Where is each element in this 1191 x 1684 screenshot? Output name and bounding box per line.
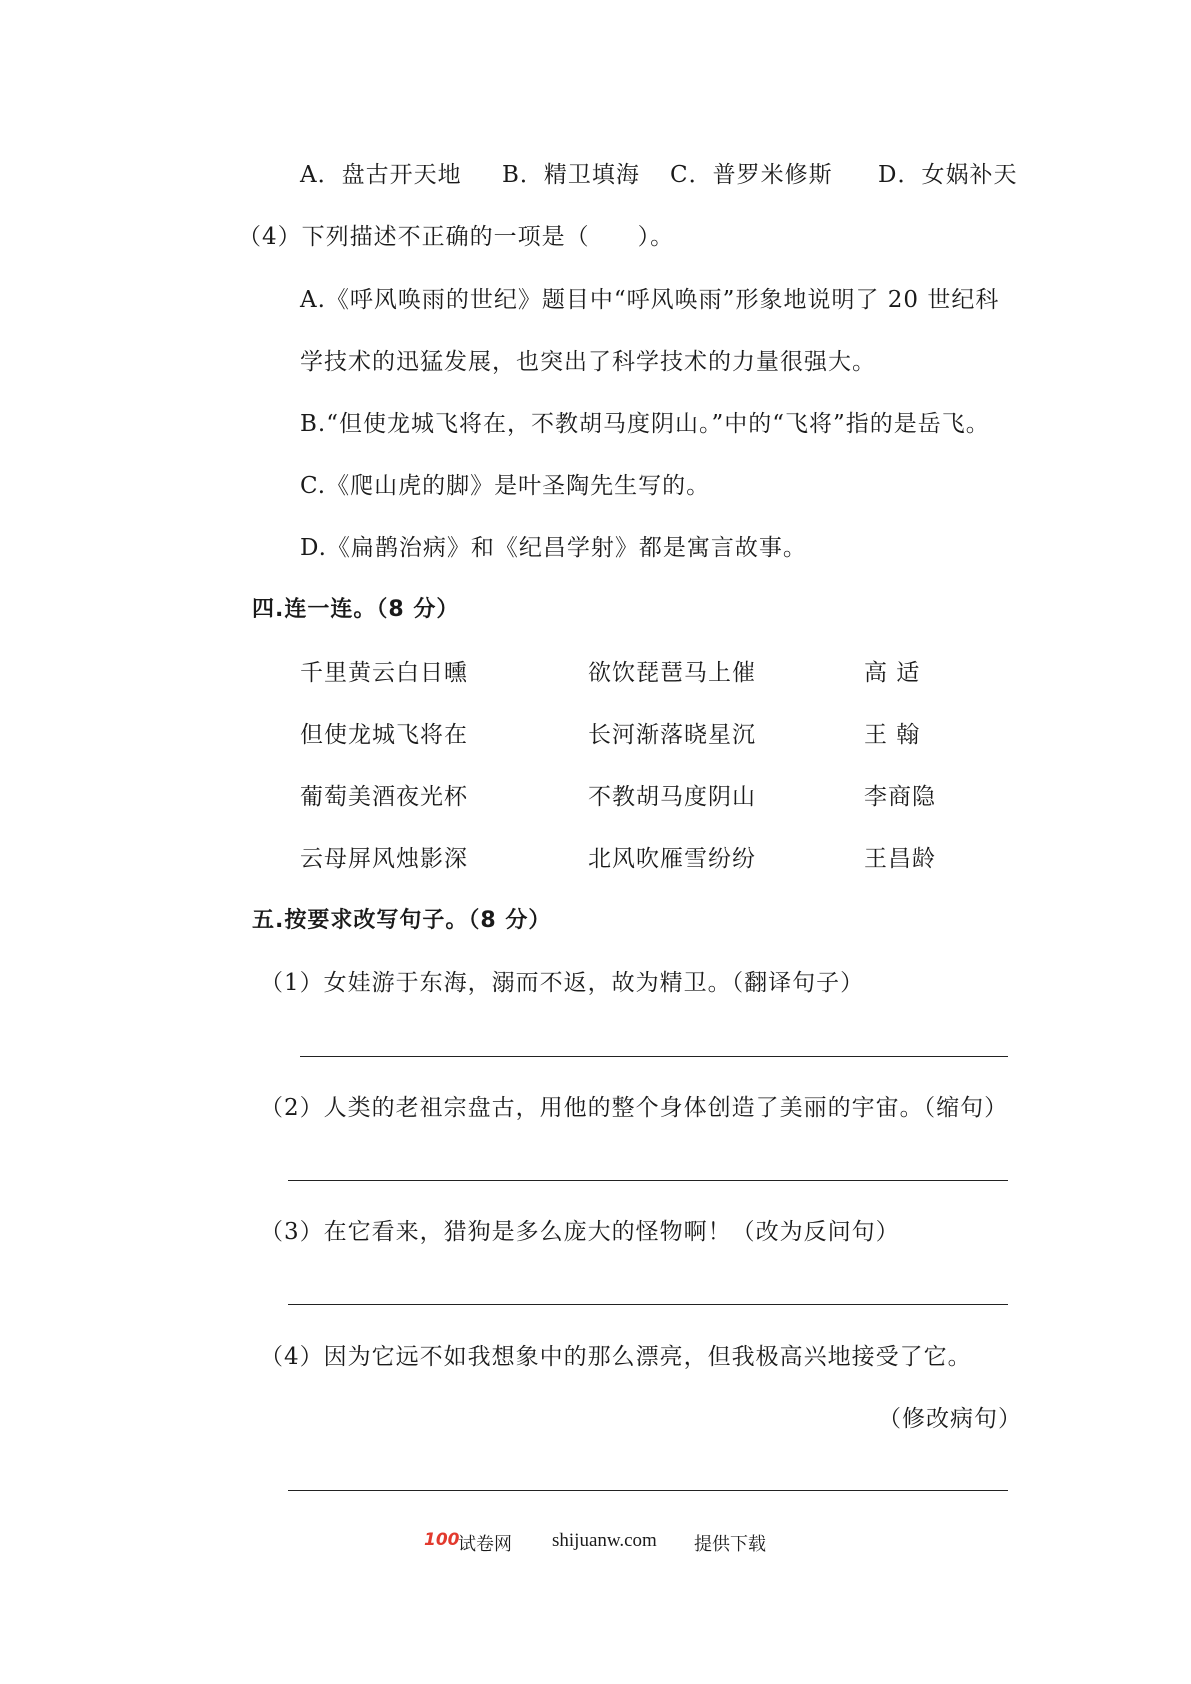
question-4-option-c: C.《爬山虎的脚》是叶圣陶先生写的。	[300, 473, 711, 499]
section-5-title: 五.按要求改写句子。（8 分）	[252, 908, 552, 933]
question-4-stem: （4）下列描述不正确的一项是（ ）。	[238, 224, 675, 250]
option-b: B．精卫填海	[502, 162, 640, 188]
match-col3-item: 王昌龄	[864, 846, 936, 872]
match-col1-item: 但使龙城飞将在	[300, 722, 468, 748]
rewrite-question-4-note: （修改病句）	[878, 1406, 1022, 1432]
site-logo: 100	[424, 1530, 460, 1550]
match-col1-item: 云母屏风烛影深	[300, 846, 468, 872]
match-col1-item: 葡萄美酒夜光杯	[300, 784, 468, 810]
footer-brand: 试卷网	[458, 1534, 512, 1555]
rewrite-question-2: （2）人类的老祖宗盘古，用他的整个身体创造了美丽的宇宙。（缩句）	[260, 1095, 1009, 1121]
option-d: D．女娲补天	[878, 162, 1018, 188]
match-col3-item: 李商隐	[864, 784, 936, 810]
match-col3-item: 王 翰	[864, 722, 921, 748]
rewrite-question-4: （4）因为它远不如我想象中的那么漂亮，但我极高兴地接受了它。	[260, 1344, 972, 1370]
rewrite-question-1: （1）女娃游于东海，溺而不返，故为精卫。（翻译句子）	[260, 970, 865, 996]
match-col3-item: 高 适	[864, 660, 921, 686]
answer-line-2[interactable]	[288, 1180, 1008, 1181]
option-a: A．盘古开天地	[300, 162, 462, 188]
match-col2-item: 长河渐落晓星沉	[588, 722, 756, 748]
answer-line-4[interactable]	[288, 1490, 1008, 1491]
footer-site[interactable]: shijuanw.com	[552, 1530, 657, 1551]
question-4-option-a-line2: 学技术的迅猛发展，也突出了科学技术的力量很强大。	[300, 349, 876, 375]
section-4-title: 四.连一连。（8 分）	[252, 597, 460, 622]
answer-line-3[interactable]	[288, 1304, 1008, 1305]
match-col2-item: 欲饮琵琶马上催	[588, 660, 756, 686]
match-col2-item: 不教胡马度阴山	[588, 784, 756, 810]
footer-tail: 提供下载	[694, 1534, 766, 1555]
answer-line-1[interactable]	[300, 1056, 1008, 1057]
question-4-option-d: D.《扁鹊治病》和《纪昌学射》都是寓言故事。	[300, 535, 807, 561]
rewrite-question-3: （3）在它看来，猎狗是多么庞大的怪物啊！（改为反问句）	[260, 1219, 900, 1245]
question-4-option-a-line1: A.《呼风唤雨的世纪》题目中“呼风唤雨”形象地说明了 20 世纪科	[300, 287, 1000, 313]
match-col2-item: 北风吹雁雪纷纷	[588, 846, 756, 872]
question-4-option-b: B.“但使龙城飞将在，不教胡马度阴山。”中的“飞将”指的是岳飞。	[300, 411, 990, 437]
option-c: C．普罗米修斯	[670, 162, 833, 188]
match-col1-item: 千里黄云白日曛	[300, 660, 468, 686]
